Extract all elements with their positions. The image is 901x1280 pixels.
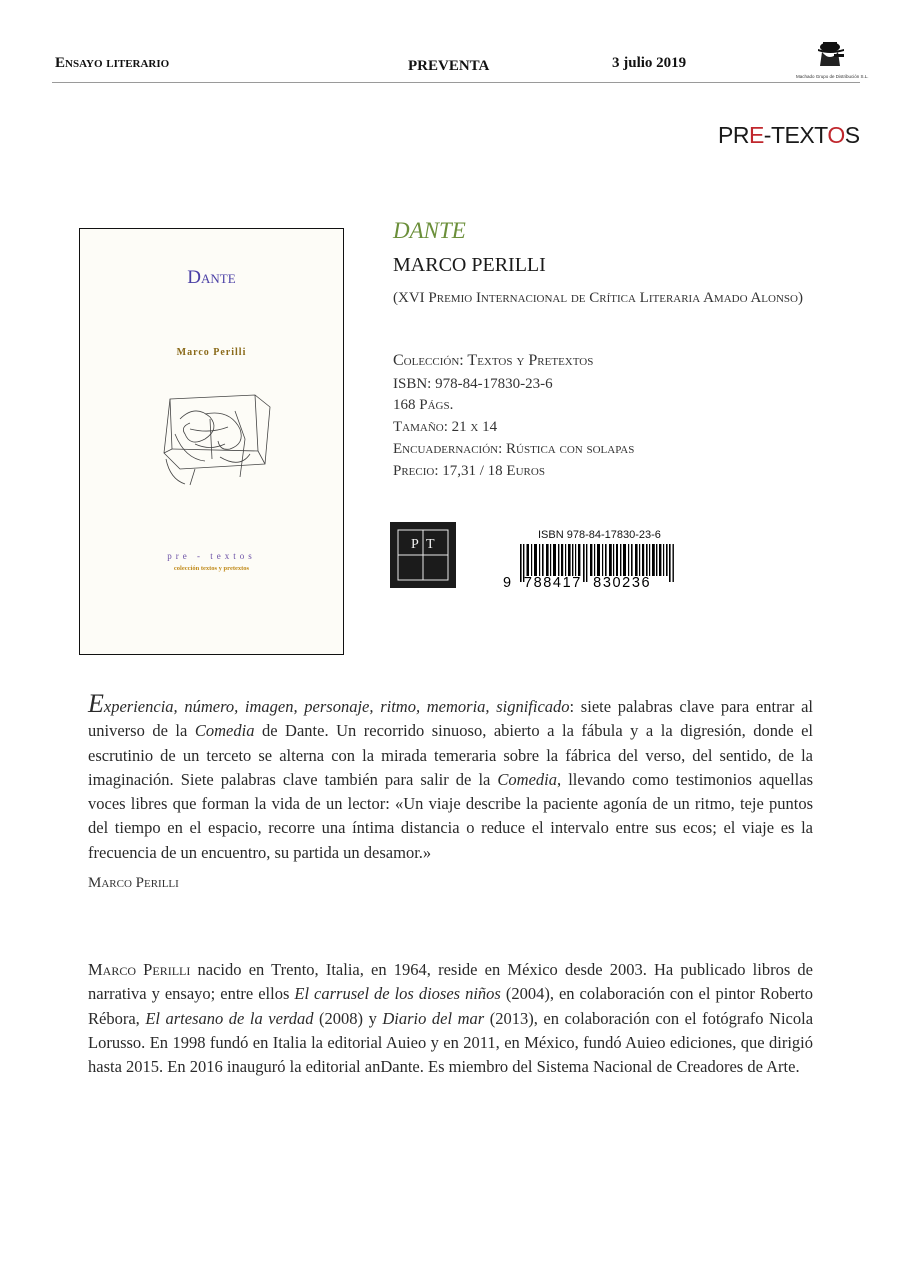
work-title: Comedia	[497, 769, 558, 789]
cover-author: Marco Perilli	[176, 347, 247, 358]
bio-text: nacido en Trento, Italia, en 1964, reside en México desde 2003. Ha publicado libros de narrativa y ensayo; entre ellos	[88, 960, 813, 1004]
publisher-logo	[718, 122, 860, 149]
barcode-isbn: ISBN 978-84-17830-23-6	[538, 529, 661, 541]
section-label: Ensayo literario	[55, 55, 170, 71]
cover-title: Dante	[187, 267, 236, 288]
book-author: MARCO PERILLI	[393, 254, 546, 276]
book-size: Tamaño: 21 x 14	[393, 419, 498, 435]
synopsis-signature: Marco Perilli	[88, 875, 179, 891]
synopsis-keywords: xperiencia, número, imagen, personaje, ritmo, memoria, significado	[103, 697, 570, 716]
synopsis-text: , llevando como testimonios aquellas voces libres que forman la vida de un lector: «Un viaje describe la paciente agonía de un ritmo, teje puntos del tiempo en el espacio, recorre una íntima distancia o reduce el intervalo entre sus ecos; el viaje es la frecuencia de un encuentro, su partida un desamor.»	[88, 769, 813, 862]
book-title: DANTE	[393, 218, 466, 243]
publisher-logo-accent: O	[827, 122, 845, 148]
book-isbn: ISBN: 978-84-17830-23-6	[393, 376, 553, 392]
bio-paragraph	[88, 958, 813, 1079]
work-title: El carrusel de los dioses niños	[294, 984, 501, 1004]
bio-text: (2013), en colaboración con el fotógrafo Nicola Lorusso. En 1998 fundó en Italia la editorial Auieo y en 2011, en México, fundó Auieo ediciones, que dirigió hasta 2015. En 2016 inauguró la editorial anDante. Es miembro del Sistema Nacional de Creadores de Arte.	[88, 1008, 814, 1077]
hat-man-icon	[796, 38, 866, 70]
date-label: 3 julio 2019	[612, 55, 687, 71]
pt-monogram-icon	[390, 522, 456, 588]
distributor-name: Machado Grupo de Distribución S.L.	[796, 74, 869, 79]
dropcap: E	[88, 689, 104, 718]
work-title: Comedia	[194, 721, 255, 741]
book-collection: Colección: Textos y Pretextos	[393, 352, 594, 369]
bio-name: Marco Perilli	[88, 960, 191, 979]
barcode-digits: 9 788417 830236	[503, 575, 652, 591]
synopsis-text: de Dante. Un recorrido sinuoso, abierto a la fábula y a la digresión, donde el escrutinio de un terceto se alterna con la mirada temeraria sobre la fábrica del verso, del sentido, de la imaginación. Siete palabras clave también para salir de la	[88, 721, 813, 789]
book-award: (XVI Premio Internacional de Crítica Literaria Amado Alonso)	[393, 290, 803, 306]
svg-text:P: P	[411, 537, 419, 552]
bio-text: (2008) y	[313, 1008, 383, 1028]
cover-brand: pre - textos	[167, 551, 256, 561]
synopsis-text: : siete palabras clave para entrar al universo de la	[88, 697, 813, 741]
distributor-logo	[796, 38, 869, 80]
book-pages: 168 Págs.	[393, 397, 454, 413]
publisher-logo-text: PR	[718, 122, 749, 148]
work-title: Diario del mar	[382, 1008, 485, 1028]
work-title: El artesano de la verdad	[145, 1008, 314, 1028]
bio-text: (2004), en colaboración con el pintor Roberto Rébora,	[88, 984, 814, 1028]
synopsis-paragraph	[88, 689, 813, 865]
status-label: PREVENTA	[408, 58, 490, 74]
header-rule	[52, 82, 860, 83]
publisher-logo-text: -TEXT	[763, 122, 828, 148]
book-price: Precio: 17,31 / 18 Euros	[393, 463, 545, 479]
publisher-logo-text: S	[844, 122, 860, 148]
book-binding: Encuadernación: Rústica con solapas	[393, 441, 635, 457]
svg-text:T: T	[426, 537, 435, 552]
pt-logo	[390, 522, 456, 588]
cover-collection: colección textos y pretextos	[173, 565, 250, 572]
publisher-logo-accent: E	[748, 122, 764, 148]
cover-illustration	[150, 389, 275, 489]
book-cover	[79, 228, 344, 655]
